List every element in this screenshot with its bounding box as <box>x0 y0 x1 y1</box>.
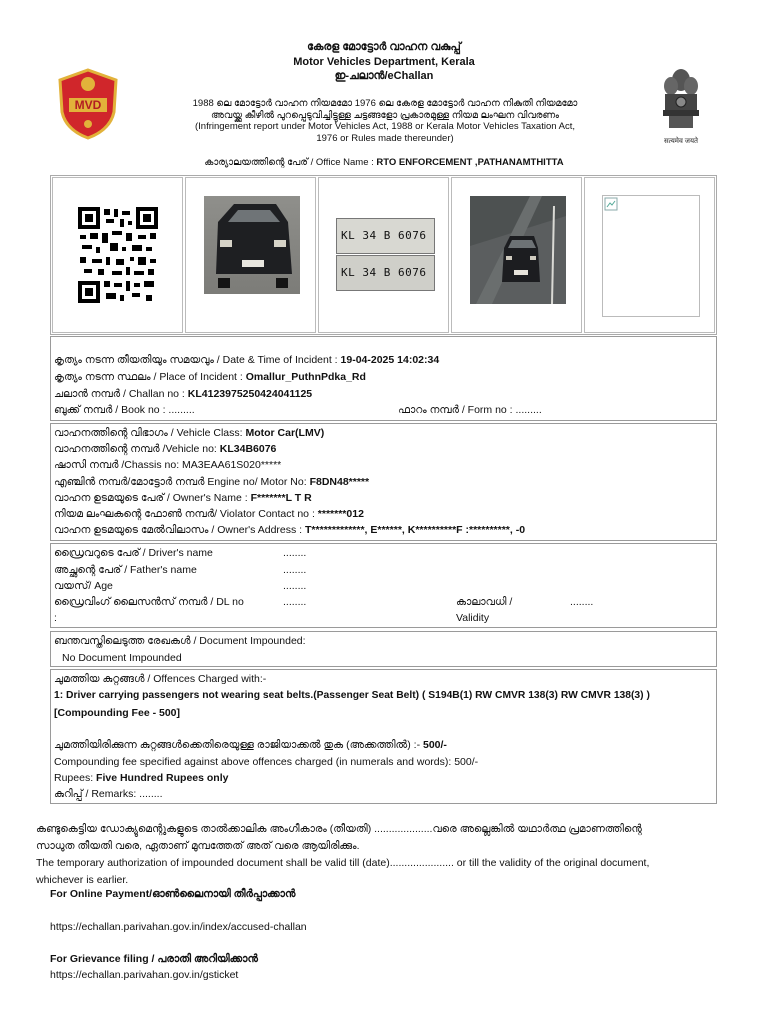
authorization-en-line-1: The temporary authorization of impounded document shall be valid till (date)...................... or till the validity of the original document, <box>36 857 650 869</box>
father-name-label: അച്ഛന്റെ പേര് / Father's name <box>54 564 197 576</box>
challan-number-label: ചലാൻ നമ്പർ / Challan no : <box>54 388 188 400</box>
owner-address-label: വാഹന ഉടമയുടെ മേൽവിലാസം / Owner's Address : <box>54 524 306 536</box>
compounding-fee-mal-value: 500/- <box>423 739 447 751</box>
driver-name-value: ........ <box>283 547 307 559</box>
owner-address-value: T*************, E******, K**********F :**********, -0 <box>305 524 526 536</box>
dept-title-english: Motor Vehicles Department, Kerala <box>293 56 475 68</box>
form-number: ഫാറം നമ്പർ / Form no : ......... <box>398 404 542 416</box>
description-en-line-2: 1976 or Rules made thereunder) <box>316 132 454 144</box>
authorization-en-line-2: whichever is earlier. <box>36 874 129 886</box>
engine-number-label: എഞ്ചിൻ നമ്പർ/മോട്ടോർ നമ്പർ Engine no/ Motor No: <box>54 476 310 488</box>
engine-number-value: F8DN48***** <box>309 476 370 488</box>
chassis-number: ഷാസി നമ്പർ /Chassis no: MA3EAA61S020***** <box>54 459 282 471</box>
challan-number <box>54 386 312 402</box>
incident-datetime-label: കൃത്യം നടന്ന തീയതിയും സമയവും / Date & Time of Incident : <box>54 354 341 366</box>
dl-number-label: ഡ്രൈവിംഗ് ലൈസൻസ് നമ്പർ / DL no <box>54 596 244 608</box>
description-mal-line-2: അവയ്ക്കു കീഴിൽ പുറപ്പെടുവിച്ചിട്ടുള്ള ചട്ടങ്ങളോ പ്രകാരമുള്ള നിയമ ലംഘന വിവരണം <box>210 109 560 121</box>
qr-code-cell <box>52 177 183 333</box>
incident-datetime <box>54 352 439 368</box>
plate-text-2: KL 34 B 6076 <box>341 266 427 279</box>
age-value: ........ <box>283 580 307 592</box>
validity-label: കാലാവധി / <box>456 596 513 608</box>
document-impounded-label: ബന്തവസ്തിലെടുത്ത രേഖകൾ / Document Impounded: <box>54 635 306 647</box>
offence-item-1: 1: Driver carrying passengers not wearing seat belts.(Passenger Seat Belt) ( S194B(1) RW CMVR 138(3) RW CMVR 138(3) ) <box>54 690 650 701</box>
authorization-mal-line-2: സാധുത തീയതി വരെ, ഏതാണ് മുമ്പത്തേത് അത് വരെ ആയിരിക്കും. <box>36 840 360 852</box>
dl-colon: : <box>54 612 57 624</box>
compounding-fee-en: Compounding fee specified against above offences charged (in numerals and words): 500/- <box>54 756 479 768</box>
violator-contact <box>54 506 364 522</box>
broken-image-icon <box>602 195 700 317</box>
vehicle-photo-cell-2 <box>451 177 582 333</box>
plate-crop-1 <box>336 218 435 254</box>
plate-crop-2 <box>336 255 435 291</box>
owner-name-label: വാഹന ഉടമയുടെ പേര് / Owner's Name : <box>54 492 251 504</box>
grievance-label: For Grievance filing / പരാതി അറിയിക്കാൻ <box>50 953 258 965</box>
validity-label-en: Validity <box>456 612 490 624</box>
remarks: കുറിപ്പ് / Remarks: ........ <box>54 788 163 800</box>
challan-number-value: KL4123975250424041125 <box>187 388 313 400</box>
engine-number <box>54 474 369 490</box>
vehicle-photo-cell-1 <box>185 177 316 333</box>
age-label: വയസ്/ Age <box>54 580 113 592</box>
incident-place-value: Omallur_PuthnPdka_Rd <box>245 371 366 383</box>
compounding-fee-mal <box>54 737 447 753</box>
grievance-link[interactable]: https://echallan.parivahan.gov.in/gsticket <box>50 969 239 981</box>
description-en-line-1: (Infringement report under Motor Vehicles Act, 1988 or Kerala Motor Vehicles Taxation Act, <box>194 121 576 132</box>
owner-address <box>54 522 525 538</box>
vehicle-front-photo <box>204 196 300 294</box>
owner-name <box>54 490 312 506</box>
incident-place-label: കൃത്യം നടന്ന സ്ഥലം / Place of Incident : <box>54 371 246 383</box>
document-impounded-value: No Document Impounded <box>62 652 182 664</box>
offences-label: ചുമത്തിയ കുറ്റങ്ങൾ / Offences Charged with:- <box>54 673 267 685</box>
rupees-in-words <box>54 770 228 786</box>
father-name-value: ........ <box>283 564 307 576</box>
vehicle-class <box>54 425 324 441</box>
national-emblem-icon <box>656 66 706 146</box>
incident-datetime-value: 19-04-2025 14:02:34 <box>340 354 440 366</box>
dl-number-value: ........ <box>283 596 307 608</box>
qr-code-icon <box>78 207 158 303</box>
office-name <box>0 157 768 168</box>
office-name-label: കാര്യാലയത്തിന്റെ പേര് / Office Name : <box>204 157 377 168</box>
number-plate-cell <box>318 177 449 333</box>
violator-contact-value: *******012 <box>317 508 364 520</box>
compounding-fee-mal-label: ചുമത്തിയിരിക്കുന്ന കുറ്റങ്ങൾക്കെതിരെയുള്ള രാജിയാക്കൽ തുക (അക്കത്തിൽ) :- <box>54 739 423 751</box>
offence-item-1-fee: [Compounding Fee - 500] <box>54 707 180 719</box>
vehicle-number-value: KL34B6076 <box>219 443 277 455</box>
rupees-label: Rupees: <box>54 772 97 784</box>
mvd-logo-text: MVD <box>74 98 102 112</box>
incident-place <box>54 369 366 385</box>
plate-text-1: KL 34 B 6076 <box>341 229 427 242</box>
rupees-value: Five Hundred Rupees only <box>96 772 229 784</box>
vehicle-class-value: Motor Car(LMV) <box>245 427 325 439</box>
echallan-subtitle: ഇ-ചലാൻ/eChallan <box>334 70 434 82</box>
vehicle-class-label: വാഹനത്തിന്റെ വിഭാഗം / Vehicle Class: <box>54 427 246 439</box>
vehicle-number <box>54 441 276 457</box>
mvd-logo <box>56 68 120 140</box>
emblem-caption: सत्यमेव जयते <box>663 138 699 145</box>
validity-value: ........ <box>570 596 594 608</box>
infringement-description <box>175 98 595 144</box>
broken-image-cell <box>584 177 715 333</box>
temporary-authorization-note <box>36 821 736 889</box>
vehicle-road-photo <box>470 196 566 304</box>
vehicle-number-label: വാഹനത്തിന്റെ നമ്പർ /Vehicle no: <box>54 443 220 455</box>
violator-contact-label: നിയമ ലംഘകന്റെ ഫോൺ നമ്പർ/ Violator Contact no : <box>54 508 318 520</box>
online-payment-label: For Online Payment/ഓൺലൈനായി തീർപ്പാക്കാൻ <box>50 888 296 900</box>
online-payment-link[interactable]: https://echallan.parivahan.gov.in/index/accused-challan <box>50 921 307 933</box>
owner-name-value: F*******L T R <box>250 492 312 504</box>
authorization-mal-line-1: കണ്ടുകെട്ടിയ ഡോക്യുമെന്റുകളുടെ താൽക്കാലിക അംഗീകാരം (തീയതി) ....................വരെ അല്ലെങ്കിൽ യഥാർത്ഥ പ്രമാണത്തിന്റെ <box>36 823 642 835</box>
book-number: ബുക്ക് നമ്പർ / Book no : ......... <box>54 404 195 416</box>
description-mal-line-1: 1988 ലെ മോട്ടോർ വാഹന നിയമമോ 1976 ലെ കേരള മോട്ടോർ വാഹന നികുതി നിയമമോ <box>192 98 578 109</box>
driver-name-label: ഡ്രൈവറുടെ പേര് / Driver's name <box>54 547 213 559</box>
office-name-value: RTO ENFORCEMENT ,PATHANAMTHITTA <box>376 157 564 168</box>
dept-title-malayalam: കേരള മോട്ടോർ വാഹന വകുപ്പ് <box>307 41 461 53</box>
